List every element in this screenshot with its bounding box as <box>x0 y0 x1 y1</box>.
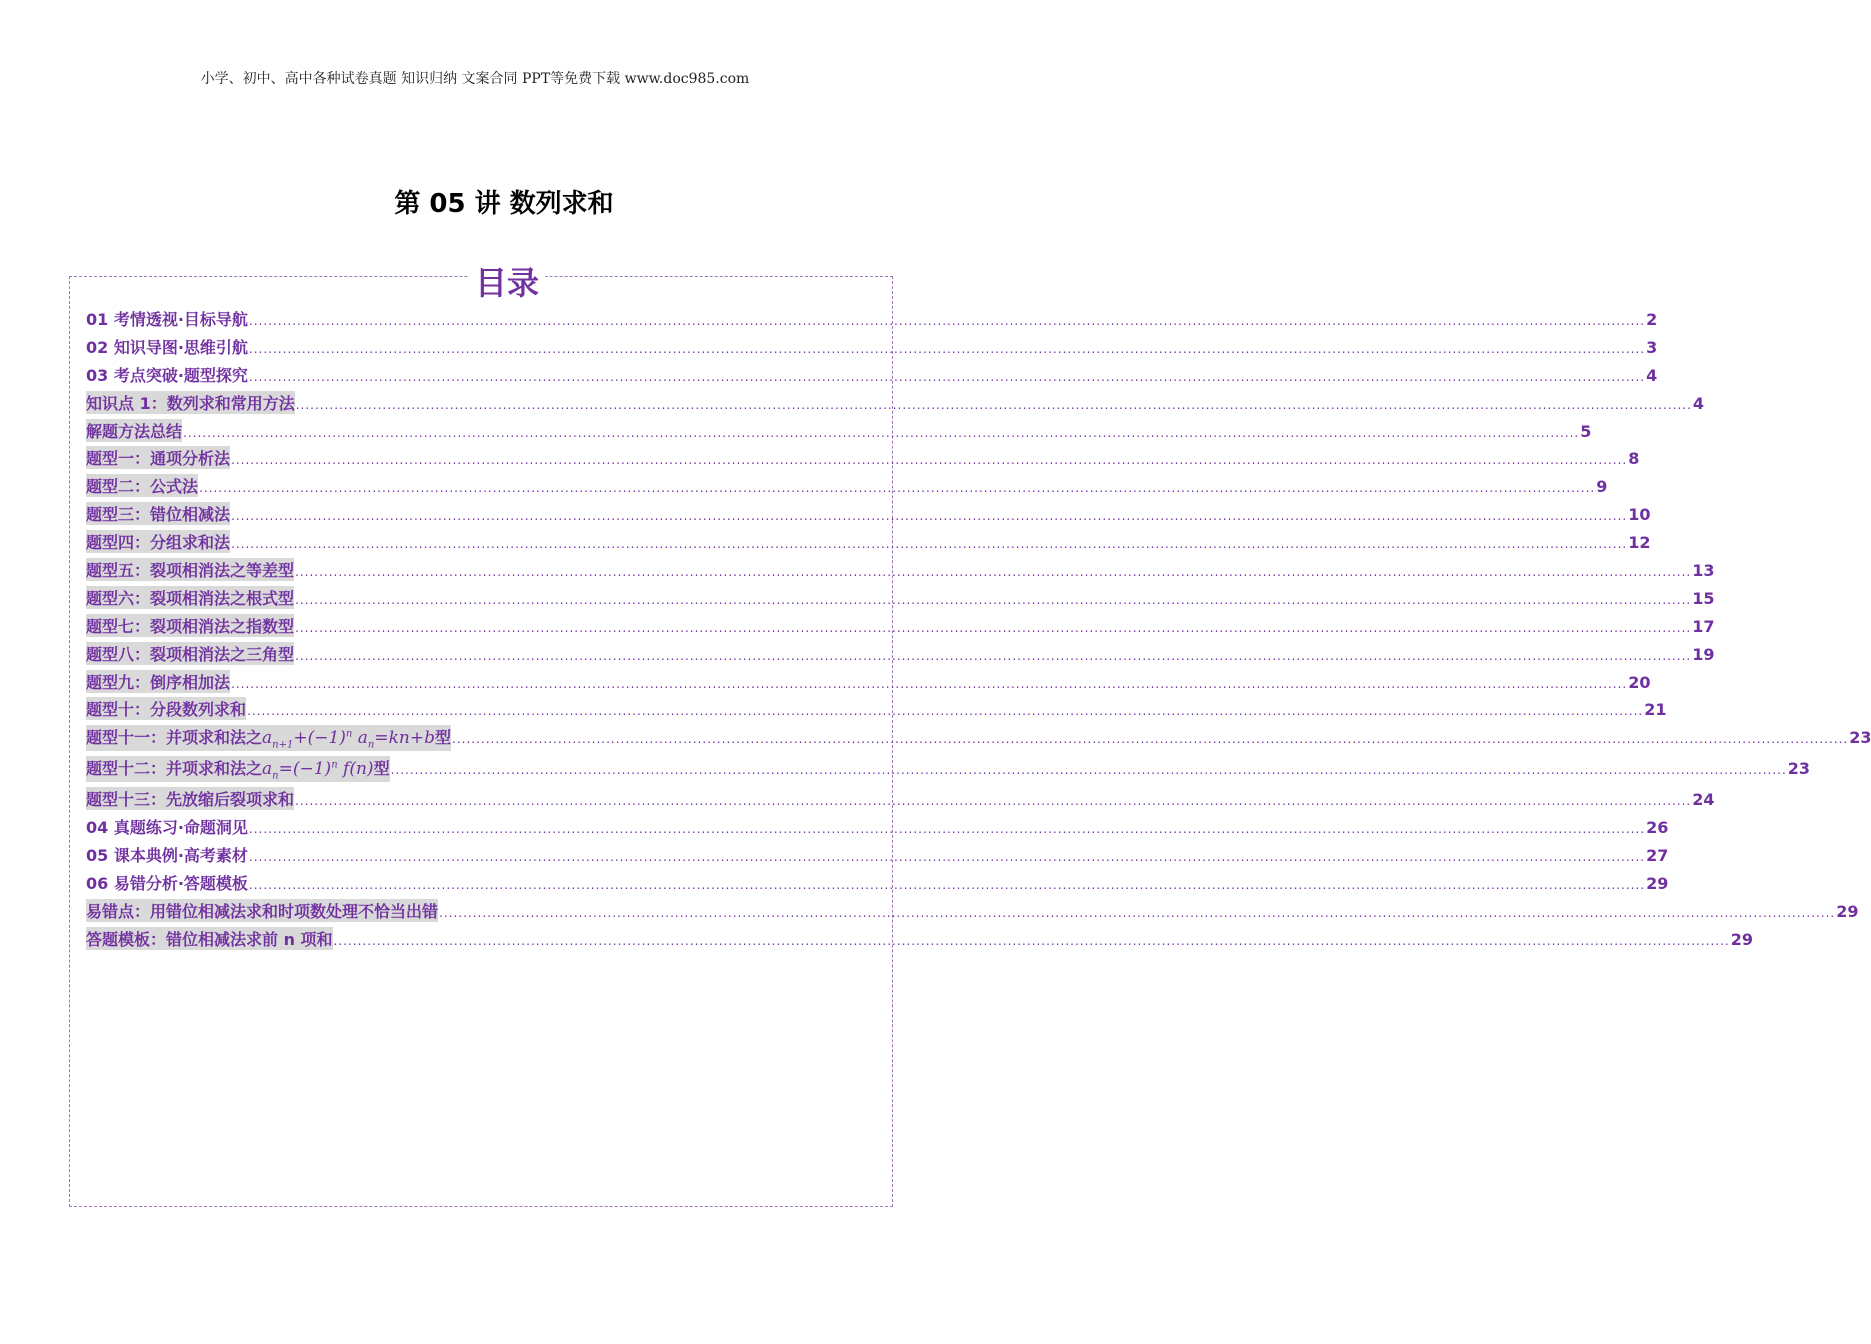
toc-leader-dots: .................................................................................................................................................................................................................................................................................................. <box>199 481 1596 496</box>
toc-leader-dots: .................................................................................................................................................................................................................................................................................................. <box>295 592 1692 607</box>
toc-entry[interactable] <box>86 614 1715 642</box>
toc-entry[interactable] <box>86 725 1871 756</box>
toc-entry[interactable] <box>86 363 1658 391</box>
toc-leader-dots: .................................................................................................................................................................................................................................................................................................. <box>248 369 1646 384</box>
toc-entry-page: 2 <box>1646 310 1658 329</box>
toc-entry-label: 解题方法总结 <box>86 419 182 442</box>
toc-entry[interactable] <box>86 871 1669 899</box>
toc-entry[interactable] <box>86 642 1715 670</box>
toc-entry-page: 5 <box>1580 421 1592 441</box>
toc-entry-label: 题型一：通项分析法 <box>86 446 230 469</box>
toc-leader-dots: .................................................................................................................................................................................................................................................................................................. <box>231 537 1628 552</box>
toc-entry-page: 23 <box>1849 728 1871 748</box>
toc-entry-label: 题型三：错位相减法 <box>86 502 230 525</box>
toc-entry-page: 27 <box>1646 846 1669 866</box>
toc-entry-label: 04 真题练习·命题洞见 <box>86 818 248 838</box>
toc-entry-label: 02 知识导图·思维引航 <box>86 337 248 357</box>
toc-entry-label: 题型十：分段数列求和 <box>86 697 246 720</box>
toc-entry[interactable] <box>86 843 1669 871</box>
toc-entry[interactable] <box>86 927 1754 955</box>
toc-leader-dots: .................................................................................................................................................................................................................................................................................................. <box>231 453 1628 468</box>
toc-entry-label: 05 课本典例·高考素材 <box>86 846 248 866</box>
toc-entry-page: 9 <box>1596 477 1608 497</box>
toc-entry-label: 题型十二：并项求和法之$a_n=(-1)^n$ f(n)型 <box>86 756 390 781</box>
toc-entry-page: 23 <box>1787 759 1811 779</box>
toc-entry-page: 26 <box>1646 818 1669 838</box>
toc-entry-suffix: 型 <box>435 728 452 748</box>
toc-leader-dots: .................................................................................................................................................................................................................................................................................................. <box>439 905 1836 920</box>
page-header: 小学、初中、高中各种试卷真题 知识归纳 文案合同 PPT等免费下载 www.doc985.com <box>200 71 750 87</box>
toc-entry-page: 29 <box>1836 901 1859 921</box>
toc-leader-dots: .................................................................................................................................................................................................................................................................................................. <box>248 314 1646 328</box>
toc-entry-page: 4 <box>1646 365 1658 385</box>
toc-entry-page: 10 <box>1628 505 1651 525</box>
toc-entry[interactable] <box>86 815 1669 843</box>
toc-entry-label: 题型十一：并项求和法之$a_{n+1}+(-1)^n$ $a_n=kn+b$型 <box>86 725 451 750</box>
toc-entry[interactable] <box>86 391 1705 419</box>
toc-entry[interactable] <box>86 335 1658 363</box>
toc-leader-dots: .................................................................................................................................................................................................................................................................................................. <box>247 704 1644 719</box>
toc-entry-page: 13 <box>1692 561 1715 581</box>
toc-entry[interactable] <box>86 419 1592 447</box>
toc-entry-label: 题型九：倒序相加法 <box>86 670 230 693</box>
toc-entry-page: 29 <box>1730 929 1754 949</box>
toc-leader-dots: .................................................................................................................................................................................................................................................................................................. <box>231 676 1628 691</box>
toc-entry[interactable] <box>86 307 1658 335</box>
toc-leader-dots: .................................................................................................................................................................................................................................................................................................. <box>295 794 1692 809</box>
toc-entry-formula: $a_n=(-1)^n$ f(n) <box>262 759 374 782</box>
toc-leader-dots: .................................................................................................................................................................................................................................................................................................. <box>248 850 1646 865</box>
toc-leader-dots: .................................................................................................................................................................................................................................................................................................. <box>452 732 1849 747</box>
toc-entry-page: 20 <box>1628 672 1651 692</box>
toc-leader-dots: .................................................................................................................................................................................................................................................................................................. <box>295 397 1692 412</box>
toc-entry-page: 24 <box>1692 790 1715 810</box>
toc-entry-label: 题型二：公式法 <box>86 474 198 497</box>
toc-entry-label: 题型六：裂项相消法之根式型 <box>86 586 294 609</box>
toc-entry-label: 06 易错分析·答题模板 <box>86 874 248 894</box>
toc-entry[interactable] <box>86 530 1651 558</box>
toc-entry-label: 题型八：裂项相消法之三角型 <box>86 642 294 665</box>
toc-entry-page: 4 <box>1692 393 1705 413</box>
toc-heading: 目录 <box>0 258 1014 304</box>
toc-entry-page: 17 <box>1692 616 1715 636</box>
toc-leader-dots: .................................................................................................................................................................................................................................................................................................. <box>248 822 1646 837</box>
toc-leader-dots: .................................................................................................................................................................................................................................................................................................. <box>295 565 1692 580</box>
toc-entry[interactable] <box>86 670 1651 698</box>
toc-leader-dots: .................................................................................................................................................................................................................................................................................................. <box>295 648 1692 663</box>
toc-entry-label: 01 考情透视·目标导航 <box>86 310 248 329</box>
toc-entry-page: 29 <box>1646 874 1669 894</box>
toc-leader-dots: .................................................................................................................................................................................................................................................................................................. <box>295 620 1692 635</box>
toc-leader-dots: .................................................................................................................................................................................................................................................................................................. <box>248 341 1646 356</box>
toc-leader-dots: .................................................................................................................................................................................................................................................................................................. <box>248 878 1646 893</box>
toc-entry-suffix: 型 <box>373 759 390 779</box>
toc-entry-page: 21 <box>1644 700 1667 720</box>
toc-entry[interactable] <box>86 787 1715 815</box>
toc-leader-dots: .................................................................................................................................................................................................................................................................................................. <box>333 933 1730 948</box>
toc-entry-label: 答题模板：错位相减法求前 n 项和 <box>86 927 333 950</box>
toc-entry-label: 知识点 1：数列求和常用方法 <box>86 391 295 414</box>
toc-entry[interactable] <box>86 899 1859 927</box>
page-title: 第 05 讲 数列求和 <box>394 189 614 219</box>
toc-entry-page: 12 <box>1628 533 1651 553</box>
toc-entry-label: 题型四：分组求和法 <box>86 530 230 553</box>
table-of-contents <box>86 307 1871 955</box>
toc-entry-page: 3 <box>1646 337 1658 357</box>
toc-entry-label: 题型五：裂项相消法之等差型 <box>86 558 294 581</box>
toc-entry-page: 19 <box>1692 644 1715 664</box>
toc-leader-dots: .................................................................................................................................................................................................................................................................................................. <box>231 509 1628 524</box>
toc-entry-label: 03 考点突破·题型探究 <box>86 365 248 385</box>
toc-leader-dots: .................................................................................................................................................................................................................................................................................................. <box>183 425 1580 440</box>
toc-entry-page: 15 <box>1692 588 1715 608</box>
toc-entry[interactable] <box>86 446 1640 474</box>
toc-entry[interactable] <box>86 697 1667 725</box>
toc-entry[interactable] <box>86 502 1651 530</box>
toc-entry[interactable] <box>86 474 1608 502</box>
toc-entry[interactable] <box>86 558 1715 586</box>
toc-entry-page: 8 <box>1628 449 1640 469</box>
toc-entry-label: 题型十三：先放缩后裂项求和 <box>86 787 294 810</box>
toc-entry-label: 易错点：用错位相减法求和时项数处理不恰当出错 <box>86 899 438 922</box>
toc-leader-dots: .................................................................................................................................................................................................................................................................................................. <box>390 763 1787 778</box>
toc-entry-formula: $a_{n+1}+(-1)^n$ $a_n=kn+b$ <box>262 728 435 751</box>
toc-entry[interactable] <box>86 756 1811 787</box>
toc-entry[interactable] <box>86 586 1715 614</box>
toc-entry-label: 题型七：裂项相消法之指数型 <box>86 614 294 637</box>
